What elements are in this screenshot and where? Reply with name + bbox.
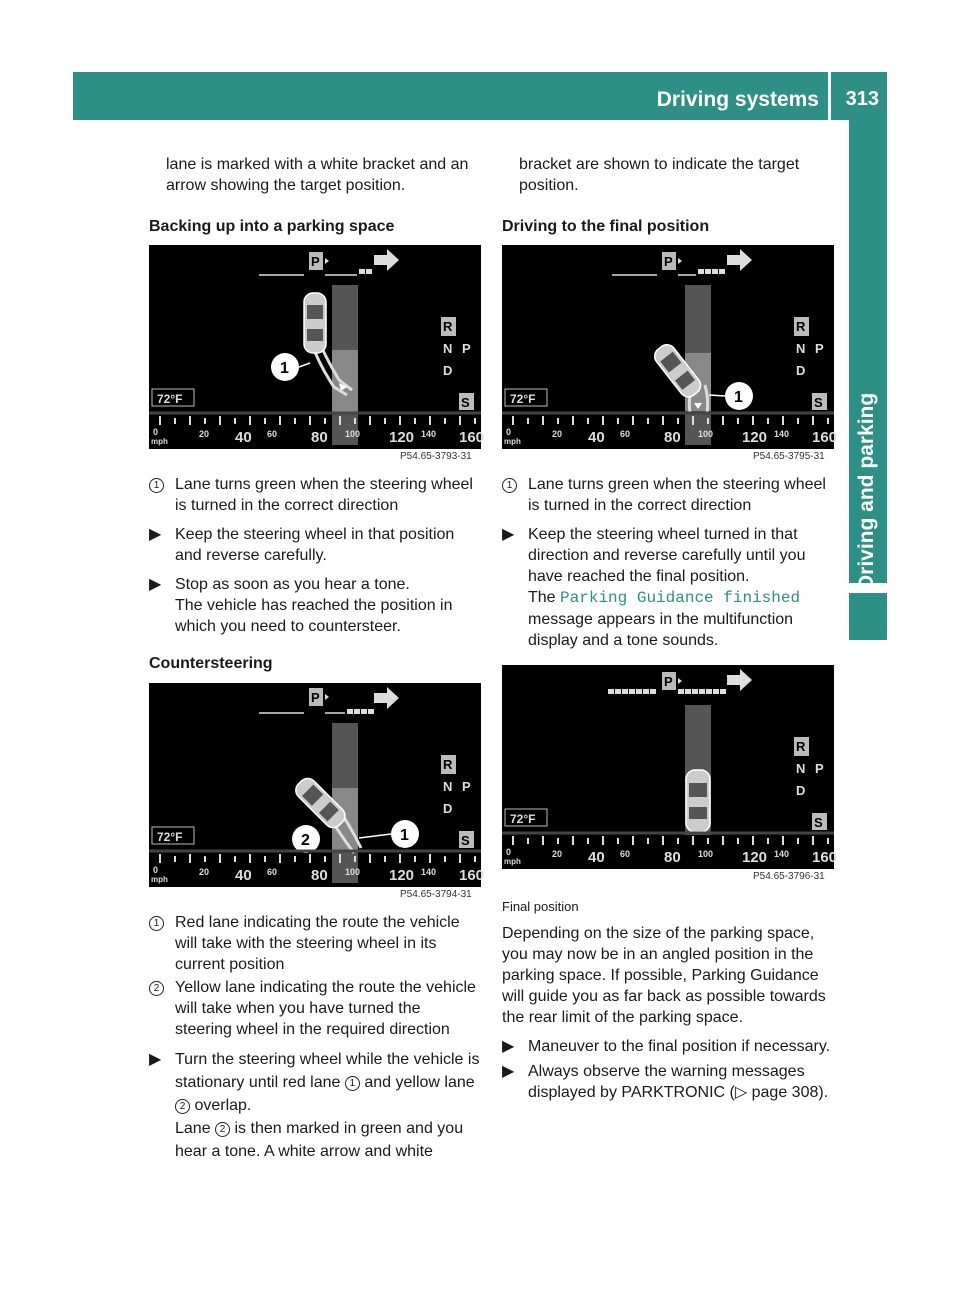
gauge-tick xyxy=(249,416,251,425)
svg-text:R: R xyxy=(796,739,806,754)
gauge-tick xyxy=(722,836,724,845)
svg-text:D: D xyxy=(796,783,806,798)
gauge-tick xyxy=(677,418,679,424)
gauge-label: 60 xyxy=(267,429,278,439)
figure-4-caption: P54.65-3796-31 xyxy=(753,871,825,882)
message-text: Parking Guidance finished xyxy=(560,589,801,607)
gauge-label: 160 xyxy=(812,429,838,446)
svg-text:1: 1 xyxy=(400,827,409,844)
right-intro-text: bracket are shown to indicate the target position. xyxy=(519,156,800,194)
gauge-unit: mph xyxy=(151,437,168,446)
gauge-tick xyxy=(692,416,694,425)
right-body xyxy=(502,896,834,1103)
gauge-label: 160 xyxy=(459,867,485,884)
gauge-tick xyxy=(174,856,176,862)
gauge-tick xyxy=(632,836,634,845)
svg-text:N: N xyxy=(796,341,806,356)
svg-text:N: N xyxy=(443,779,453,794)
gauge-label: 140 xyxy=(774,429,790,439)
left-heading-backing xyxy=(149,216,481,237)
svg-text:N: N xyxy=(796,761,806,776)
gauge-tick xyxy=(459,854,461,863)
svg-text:R: R xyxy=(443,319,453,334)
left-heading-countersteer xyxy=(149,653,481,674)
gauge-tick xyxy=(707,418,709,424)
list-item: 1 Red lane indicating the route the vehicle will take with the steering wheel in its current position xyxy=(149,912,481,975)
gauge-tick xyxy=(662,836,664,845)
gauge-tick xyxy=(414,418,416,424)
side-tab-label: Driving and parking xyxy=(855,392,878,590)
gauge-label: 60 xyxy=(620,429,631,439)
svg-text:P: P xyxy=(311,690,320,705)
gauge-tick xyxy=(429,416,431,425)
figure-4-label: Final position xyxy=(502,899,579,914)
svg-text:R: R xyxy=(796,319,806,334)
gauge-tick xyxy=(827,418,829,424)
gauge-tick xyxy=(797,838,799,844)
gauge-tick xyxy=(512,836,514,845)
gauge-tick xyxy=(527,418,529,424)
gauge-tick xyxy=(264,856,266,862)
step-item: ▶ Keep the steering wheel turned in that direction and reverse carefully until you have reached the final position. The Parking Guidance finished message appears in the multifunction display and a tone sounds. xyxy=(502,526,806,649)
gauge-label: 160 xyxy=(812,849,838,866)
list-item: 1 Lane turns green when the steering wheel is turned in the correct direction xyxy=(502,474,834,516)
heading-driving-final: Driving to the final position xyxy=(502,218,710,235)
gauge-tick xyxy=(812,416,814,425)
gauge-label: 20 xyxy=(552,429,563,439)
svg-text:P: P xyxy=(815,341,824,356)
gauge-tick xyxy=(557,418,559,424)
gauge-tick xyxy=(324,856,326,862)
gauge-tick xyxy=(474,856,476,862)
figure-driving-final xyxy=(502,245,838,449)
gauge-tick xyxy=(444,856,446,862)
gauge-tick xyxy=(399,416,401,425)
gauge-label: 100 xyxy=(345,867,361,877)
gauge-tick xyxy=(797,418,799,424)
gauge-tick xyxy=(692,836,694,845)
gauge-tick xyxy=(189,854,191,863)
gauge-tick xyxy=(279,416,281,425)
page-header xyxy=(73,72,887,120)
gauge-tick xyxy=(324,418,326,424)
gauge-tick xyxy=(309,416,311,425)
gauge-tick xyxy=(264,418,266,424)
gauge-unit: mph xyxy=(151,875,168,884)
step-item: ▶ Keep the steering wheel in that position and reverse carefully. xyxy=(149,526,455,564)
step-item: ▶ Stop as soon as you hear a tone. The vehicle has reached the position in which you need to countersteer. xyxy=(149,576,453,635)
svg-text:N: N xyxy=(443,341,453,356)
svg-text:2: 2 xyxy=(301,832,310,849)
figure-countersteering xyxy=(149,683,485,887)
gauge-tick xyxy=(444,418,446,424)
left-list-1 xyxy=(149,474,481,637)
gauge-label: 40 xyxy=(588,429,605,446)
gauge-unit: mph xyxy=(504,857,521,866)
svg-text:P: P xyxy=(815,761,824,776)
figure-3-caption: P54.65-3795-31 xyxy=(753,451,825,462)
gauge-tick xyxy=(587,418,589,424)
side-tab xyxy=(849,120,887,590)
svg-text:72°F: 72°F xyxy=(157,830,183,844)
gauge-tick xyxy=(429,854,431,863)
svg-text:1: 1 xyxy=(734,389,743,406)
svg-text:D: D xyxy=(443,801,453,816)
list-item: 2 Yellow lane indicating the route the vehicle will take when you have turned the steering wheel in the required direction xyxy=(149,977,481,1040)
gauge-tick xyxy=(189,416,191,425)
gauge-tick xyxy=(339,416,341,425)
gauge-tick xyxy=(572,836,574,845)
step-item: ▶ Maneuver to the final position if necessary. xyxy=(502,1038,831,1055)
gauge-tick xyxy=(204,418,206,424)
left-intro-text: lane is marked with a white bracket and an arrow showing the target position. xyxy=(166,156,469,194)
gauge-tick xyxy=(174,418,176,424)
svg-text:P: P xyxy=(664,674,673,689)
gauge-label: 100 xyxy=(345,429,361,439)
gauge-label: 120 xyxy=(389,429,415,446)
gauge-label: 40 xyxy=(235,429,252,446)
right-heading-driving xyxy=(502,216,834,237)
park-letter: P xyxy=(311,254,320,269)
gauge-label: 140 xyxy=(421,429,437,439)
gauge-tick xyxy=(602,836,604,845)
gauge-tick xyxy=(204,856,206,862)
svg-text:S: S xyxy=(461,833,470,848)
figure-final-position xyxy=(502,665,838,869)
gauge-tick xyxy=(617,838,619,844)
section-title: Driving systems xyxy=(656,88,819,111)
gauge-label: 140 xyxy=(421,867,437,877)
side-tab-block xyxy=(849,593,887,640)
gauge-tick xyxy=(737,418,739,424)
gauge-label: 0 xyxy=(506,427,512,437)
svg-text:S: S xyxy=(814,395,823,410)
gauge-tick xyxy=(542,416,544,425)
gauge-label: 20 xyxy=(552,849,563,859)
gauge-tick xyxy=(752,416,754,425)
gauge-tick xyxy=(827,838,829,844)
gauge-label: 120 xyxy=(742,849,768,866)
gauge-tick xyxy=(354,418,356,424)
gauge-tick xyxy=(587,838,589,844)
gauge-tick xyxy=(339,854,341,863)
left-list-2 xyxy=(149,912,481,1163)
svg-text:72°F: 72°F xyxy=(157,392,183,406)
svg-text:S: S xyxy=(814,815,823,830)
gauge-tick xyxy=(812,836,814,845)
gauge-tick xyxy=(557,838,559,844)
gauge-tick xyxy=(782,836,784,845)
gauge-label: 160 xyxy=(459,429,485,446)
figure-2-caption: P54.65-3794-31 xyxy=(400,889,472,900)
gauge-tick xyxy=(542,836,544,845)
gauge-tick xyxy=(159,854,161,863)
gauge-tick xyxy=(369,854,371,863)
svg-text:P: P xyxy=(462,341,471,356)
gauge-tick xyxy=(414,856,416,862)
gauge-label: 80 xyxy=(311,867,328,884)
gauge-tick xyxy=(159,416,161,425)
gauge-tick xyxy=(234,418,236,424)
step-item: ▶ Turn the steering wheel while the vehicle is stationary until red lane 1 and yellow lane 2 overlap. Lane 2 is then marked in green and you hear a tone. A white arrow and white xyxy=(149,1051,480,1160)
list-item: 1 Lane turns green when the steering wheel is turned in the correct direction xyxy=(149,474,481,516)
heading-backing-up: Backing up into a parking space xyxy=(149,218,395,235)
gauge-tick xyxy=(647,838,649,844)
gauge-label: 80 xyxy=(664,849,681,866)
gauge-label: 80 xyxy=(311,429,328,446)
gauge-tick xyxy=(459,416,461,425)
gauge-tick xyxy=(219,416,221,425)
gauge-tick xyxy=(294,856,296,862)
gauge-label: 0 xyxy=(153,865,159,875)
gauge-tick xyxy=(512,416,514,425)
gauge-tick xyxy=(662,416,664,425)
svg-text:R: R xyxy=(443,757,453,772)
gauge-label: 0 xyxy=(506,847,512,857)
gauge-tick xyxy=(279,854,281,863)
gauge-tick xyxy=(219,854,221,863)
figure-1-caption: P54.65-3793-31 xyxy=(400,451,472,462)
gauge-label: 140 xyxy=(774,849,790,859)
gauge-label: 0 xyxy=(153,427,159,437)
svg-text:P: P xyxy=(462,779,471,794)
gauge-tick xyxy=(767,418,769,424)
gauge-tick xyxy=(369,416,371,425)
gauge-tick xyxy=(647,418,649,424)
gauge-tick xyxy=(782,416,784,425)
arrow-right-icon xyxy=(374,249,399,271)
gauge-label: 60 xyxy=(620,849,631,859)
gauge-label: 120 xyxy=(389,867,415,884)
gauge-tick xyxy=(752,836,754,845)
gauge-tick xyxy=(572,416,574,425)
gauge-label: 80 xyxy=(664,429,681,446)
gauge-tick xyxy=(294,418,296,424)
header-divider xyxy=(828,72,831,120)
svg-text:72°F: 72°F xyxy=(510,812,536,826)
gauge-tick xyxy=(767,838,769,844)
step-item: ▶ Always observe the warning messages displayed by PARKTRONIC (▷ page 308). xyxy=(502,1063,829,1101)
gauge-tick xyxy=(234,856,236,862)
svg-text:S: S xyxy=(461,395,470,410)
svg-text:P: P xyxy=(664,254,673,269)
right-list-1 xyxy=(502,474,834,651)
left-intro xyxy=(149,154,481,196)
final-position-paragraph: Depending on the size of the parking space, you may now be in an angled position in the parking space. If possible, Parking Guidance will guide you as far back as possible towards the rear limit of the parking space. xyxy=(502,925,826,1026)
gauge-tick xyxy=(707,838,709,844)
figure-backing-up xyxy=(149,245,485,449)
gauge-label: 20 xyxy=(199,867,210,877)
gauge-tick xyxy=(384,856,386,862)
heading-countersteering: Countersteering xyxy=(149,655,273,672)
svg-text:D: D xyxy=(796,363,806,378)
gauge-label: 60 xyxy=(267,867,278,877)
gauge-label: 100 xyxy=(698,429,714,439)
svg-text:1: 1 xyxy=(280,360,289,377)
gauge-label: 40 xyxy=(588,849,605,866)
gauge-unit: mph xyxy=(504,437,521,446)
gauge-label: 100 xyxy=(698,849,714,859)
gauge-tick xyxy=(309,854,311,863)
svg-text:72°F: 72°F xyxy=(510,392,536,406)
gauge-tick xyxy=(399,854,401,863)
gauge-tick xyxy=(737,838,739,844)
gauge-tick xyxy=(354,856,356,862)
gauge-tick xyxy=(384,418,386,424)
gauge-tick xyxy=(632,416,634,425)
right-intro xyxy=(502,154,834,196)
gauge-tick xyxy=(474,418,476,424)
car-icon xyxy=(304,293,326,353)
gauge-label: 120 xyxy=(742,429,768,446)
svg-text:D: D xyxy=(443,363,453,378)
gauge-tick xyxy=(722,416,724,425)
gauge-tick xyxy=(617,418,619,424)
gauge-tick xyxy=(527,838,529,844)
page-number: 313 xyxy=(845,88,879,110)
gauge-label: 20 xyxy=(199,429,210,439)
gauge-tick xyxy=(602,416,604,425)
gauge-label: 40 xyxy=(235,867,252,884)
gauge-tick xyxy=(677,838,679,844)
gauge-tick xyxy=(249,854,251,863)
